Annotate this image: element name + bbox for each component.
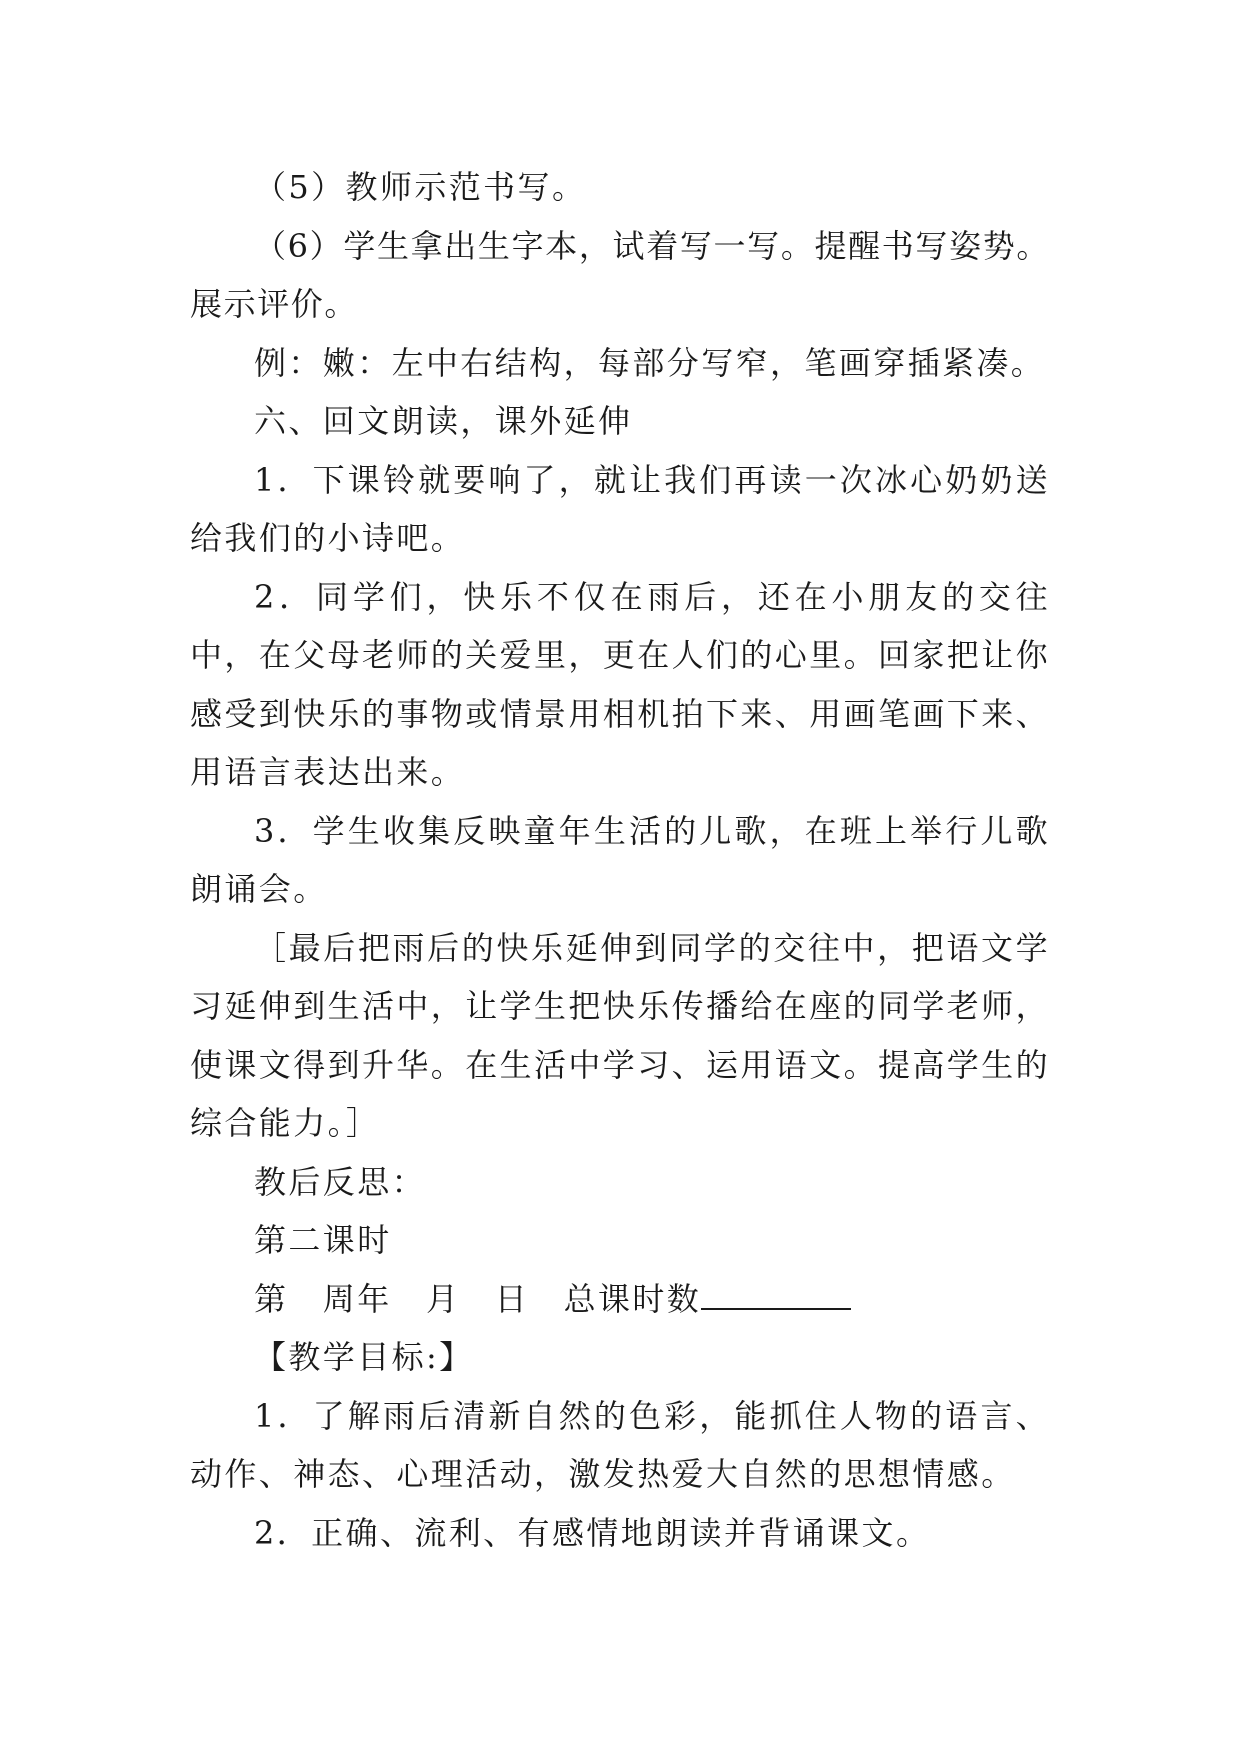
paragraph-item-1: 1．下课铃就要响了，就让我们再读一次冰心奶奶送给我们的小诗吧。 bbox=[190, 460, 1050, 557]
paragraph-teacher-demo: （5）教师示范书写。 bbox=[254, 168, 587, 206]
paragraph-schedule bbox=[190, 1270, 1050, 1329]
schedule-text: 第 周年 月 日 总课时数 bbox=[254, 1279, 702, 1318]
paragraph-example: 例：嫩：左中右结构，每部分写窄，笔画穿插紧凑。 bbox=[254, 343, 1046, 382]
paragraph-item-3: 3．学生收集反映童年生活的儿歌，在班上举行儿歌朗诵会。 bbox=[190, 811, 1050, 908]
paragraph-commentary: ［最后把雨后的快乐延伸到同学的交往中，把语文学习延伸到生活中，让学生把快乐传播给在座的同学老师，使课文得到升华。在生活中学习、运用语文。提高学生的综合能力。］ bbox=[190, 928, 1051, 1142]
paragraph-reflection: 教后反思： bbox=[254, 1162, 427, 1201]
paragraph-item-2: 2．同学们，快乐不仅在雨后，还在小朋友的交往中，在父母老师的关爱里，更在人们的心里。回家把让你感受到快乐的事物或情景用相机拍下来、用画笔画下来、用语言表达出来。 bbox=[190, 577, 1051, 791]
document-page bbox=[190, 158, 1050, 1562]
section-heading-six: 六、回文朗读，课外延伸 bbox=[254, 402, 633, 440]
paragraph-objectives-heading: 【教学目标:】 bbox=[254, 1338, 474, 1376]
schedule-blank-line bbox=[701, 1278, 851, 1310]
paragraph-objective-2: 2．正确、流利、有感情地朗读并背诵课文。 bbox=[254, 1513, 931, 1552]
paragraph-second-lesson: 第二课时 bbox=[254, 1221, 392, 1259]
paragraph-student-practice: （6）学生拿出生字本，试着写一写。提醒书写姿势。展示评价。 bbox=[190, 226, 1050, 323]
paragraph-objective-1: 1．了解雨后清新自然的色彩，能抓住人物的语言、动作、神态、心理活动，激发热爱大自然的思想情感。 bbox=[190, 1396, 1050, 1493]
